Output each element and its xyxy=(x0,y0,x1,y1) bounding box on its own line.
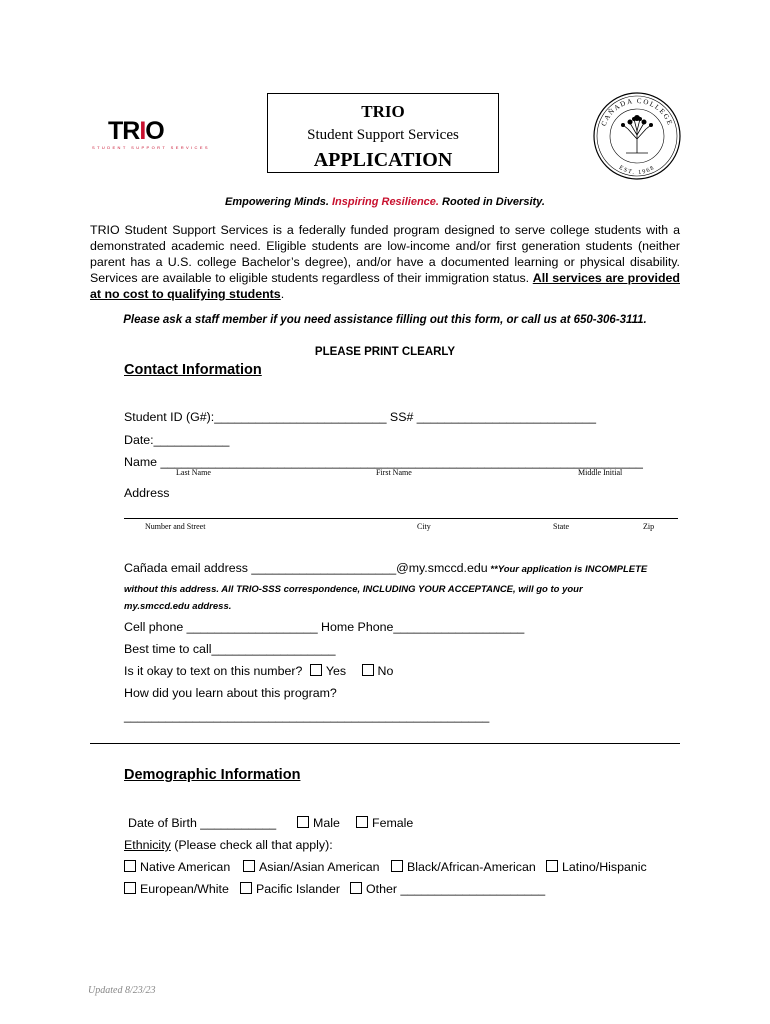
email-field[interactable]: Cañada email address _____________________@my.smccd.edu **Your application is INCOMPLETE xyxy=(124,561,648,575)
ethnicity-option-asian: Asian/Asian American xyxy=(243,860,380,874)
phone-fields[interactable]: Cell phone ___________________ Home Phone___________________ xyxy=(124,620,525,634)
trio-logo-subtitle: STUDENT SUPPORT SERVICES xyxy=(92,145,210,150)
addr-state-label: State xyxy=(553,522,569,531)
female-checkbox[interactable] xyxy=(356,816,368,828)
title-box xyxy=(267,93,499,173)
address-label: Address xyxy=(124,486,170,500)
no-checkbox[interactable] xyxy=(362,664,374,676)
address-line[interactable] xyxy=(124,518,678,519)
ethnicity-option-latino: Latino/Hispanic xyxy=(546,860,647,874)
ethnicity-option-black: Black/African-American xyxy=(391,860,536,874)
title-sss: Student Support Services xyxy=(307,127,459,143)
addr-street-label: Number and Street xyxy=(145,522,206,531)
svg-text:EST. 1968: EST. 1968 xyxy=(617,164,657,177)
name-last-label: Last Name xyxy=(176,468,211,477)
no-label: No xyxy=(377,664,394,678)
latino-checkbox[interactable] xyxy=(546,860,558,872)
section-divider xyxy=(90,743,680,744)
native-american-checkbox[interactable] xyxy=(124,860,136,872)
text-ok-row xyxy=(124,664,393,678)
female-option: Female xyxy=(356,816,413,830)
addr-zip-label: Zip xyxy=(643,522,655,531)
ethnicity-option-native-american: Native American xyxy=(124,860,230,874)
ethnicity-option-european: European/White xyxy=(124,882,229,896)
intro-emphasis: All services are provided at no cost to qualifying students xyxy=(90,271,680,301)
title-trio: TRIO xyxy=(361,102,405,121)
pacific-islander-checkbox[interactable] xyxy=(240,882,252,894)
intro-paragraph: TRIO Student Support Services is a federally funded program designed to serve college students with a demonstrated academic need. Eligible students are low-income and/or first generation students (neither parent has a U.S. college Bachelor’s degree), and/or have a documented learning or physical disability. Services are available to eligible students regardless of their immigration status. All services are provided at no cost to qualifying students. xyxy=(90,223,680,301)
other-field[interactable]: _____________________ xyxy=(400,882,546,896)
tagline: Empowering Minds. Inspiring Resilience. Rooted in Diversity. xyxy=(225,196,545,208)
name-middle-label: Middle Initial xyxy=(578,468,623,477)
print-clearly: PLEASE PRINT CLEARLY xyxy=(314,346,456,358)
best-time-field[interactable]: Best time to call__________________ xyxy=(124,642,336,656)
black-checkbox[interactable] xyxy=(391,860,403,872)
demographic-section-title: Demographic Information xyxy=(124,767,301,783)
addr-city-label: City xyxy=(417,522,431,531)
yes-label: Yes xyxy=(325,664,347,678)
date-field[interactable]: Date:___________ xyxy=(124,433,230,447)
text-ok-question: Is it okay to text on this number? xyxy=(124,664,303,678)
name-field[interactable]: Name ______________________________________________________________________ xyxy=(124,455,643,469)
male-checkbox[interactable] xyxy=(297,816,309,828)
learn-question: How did you learn about this program? xyxy=(124,686,337,700)
college-seal-icon xyxy=(592,91,682,181)
ethnicity-option-pacific: Pacific Islander xyxy=(240,882,340,896)
contact-section-title: Contact Information xyxy=(124,362,262,378)
email-note-2: without this address. All TRIO-SSS correspondence, INCLUDING YOUR ACCEPTANCE, will go to your xyxy=(124,584,583,595)
learn-answer-field[interactable]: _____________________________________________________ xyxy=(124,709,490,723)
ethnicity-label: Ethnicity (Please check all that apply): xyxy=(124,838,333,852)
updated-date: Updated 8/23/23 xyxy=(88,985,156,996)
email-note: **Your application is INCOMPLETE xyxy=(487,564,648,575)
male-option: Male xyxy=(297,816,340,830)
svg-text:CAÑADA COLLEGE: CAÑADA COLLEGE xyxy=(599,96,675,128)
name-first-label: First Name xyxy=(376,468,412,477)
yes-checkbox[interactable] xyxy=(310,664,322,676)
asian-checkbox[interactable] xyxy=(243,860,255,872)
dob-field[interactable]: Date of Birth ___________ xyxy=(128,816,277,830)
student-id-field[interactable]: Student ID (G#):_________________________ SS# __________________________ xyxy=(124,410,596,424)
other-checkbox[interactable] xyxy=(350,882,362,894)
title-application: APPLICATION xyxy=(313,149,453,171)
ethnicity-option-other: Other _____________________ xyxy=(350,882,545,896)
trio-logo: TRIO xyxy=(108,117,164,145)
european-checkbox[interactable] xyxy=(124,882,136,894)
email-note-3: my.smccd.edu address. xyxy=(124,601,232,612)
assist-text: Please ask a staff member if you need assistance filling out this form, or call us at 650-306-3111. xyxy=(123,314,647,326)
